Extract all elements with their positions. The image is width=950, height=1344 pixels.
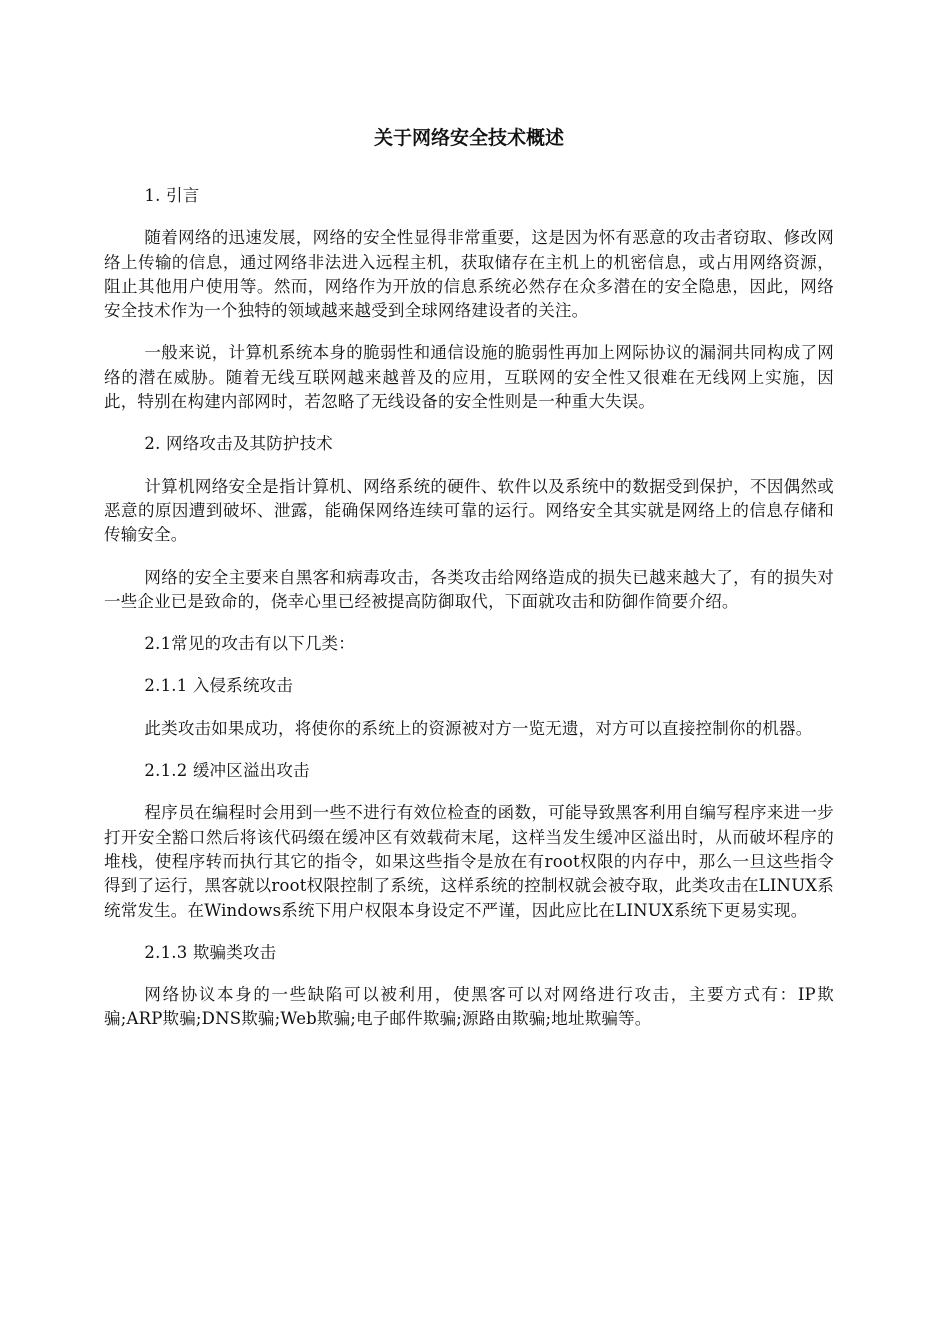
section-heading: 2.1常见的攻击有以下几类： xyxy=(144,634,355,654)
paragraph: 随着网络的迅速发展，网络的安全性显得非常重要，这是因为怀有恶意的攻击者窃取、修改网络上传输的信息，通过网络非法进入远程主机，获取储存在主机上的机密信息，或占用网络资源，阻止其他用户使用等。然而，网络作为开放的信息系统必然存在众多潜在的安全隐患，因此，网络安全技术作为一个独特的领域越来越受到全球网络建设者的关注。 xyxy=(104,228,834,321)
paragraph: 程序员在编程时会用到一些不进行有效位检查的函数，可能导致黑客利用自编写程序来进一步打开安全豁口然后将该代码缀在缓冲区有效载荷末尾，这样当发生缓冲区溢出时，从而破坏程序的堆栈，使程序转而执行其它的指令，如果这些指令是放在有root权限的内存中，那么一旦这些指令得到了运行，黑客就以root权限控制了系统，这样系统的控制权就会被夺取，此类攻击在LINUX系统常发生。在Windows系统下用户权限本身设定不严谨，因此应比在LINUX系统下更易实现。 xyxy=(104,803,834,920)
subsection-heading: 2.1.3 欺骗类攻击 xyxy=(144,942,277,962)
paragraph: 网络的安全主要来自黑客和病毒攻击，各类攻击给网络造成的损失已越来越大了，有的损失对一些企业已是致命的，侥幸心里已经被提高防御取代，下面就攻击和防御作简要介绍。 xyxy=(104,567,834,611)
subsection-heading: 2.1.1 入侵系统攻击 xyxy=(144,676,294,696)
paragraph: 计算机网络安全是指计算机、网络系统的硬件、软件以及系统中的数据受到保护，不因偶然或恶意的原因遭到破坏、泄露，能确保网络连续可靠的运行。网络安全其实就是网络上的信息存储和传输安全。 xyxy=(104,476,834,545)
section-heading: 2. 网络攻击及其防护技术 xyxy=(144,434,334,454)
paragraph: 此类攻击如果成功，将使你的系统上的资源被对方一览无遗，对方可以直接控制你的机器。 xyxy=(144,718,813,738)
document-title: 关于网络安全技术概述 xyxy=(373,127,564,149)
paragraph: 一般来说，计算机系统本身的脆弱性和通信设施的脆弱性再加上网际协议的漏洞共同构成了网络的潜在威胁。随着无线互联网越来越普及的应用，互联网的安全性又很难在无线网上实施，因此，特别在构建内部网时，若忽略了无线设备的安全性则是一种重大失误。 xyxy=(104,343,834,412)
document-body xyxy=(104,184,834,1050)
section-heading: 1. 引言 xyxy=(144,186,200,205)
paragraph: 网络协议本身的一些缺陷可以被利用，使黑客可以对网络进行攻击，主要方式有：IP欺骗;ARP欺骗;DNS欺骗;Web欺骗;电子邮件欺骗;源路由欺骗;地址欺骗等。 xyxy=(104,985,834,1029)
subsection-heading: 2.1.2 缓冲区溢出攻击 xyxy=(144,761,310,781)
